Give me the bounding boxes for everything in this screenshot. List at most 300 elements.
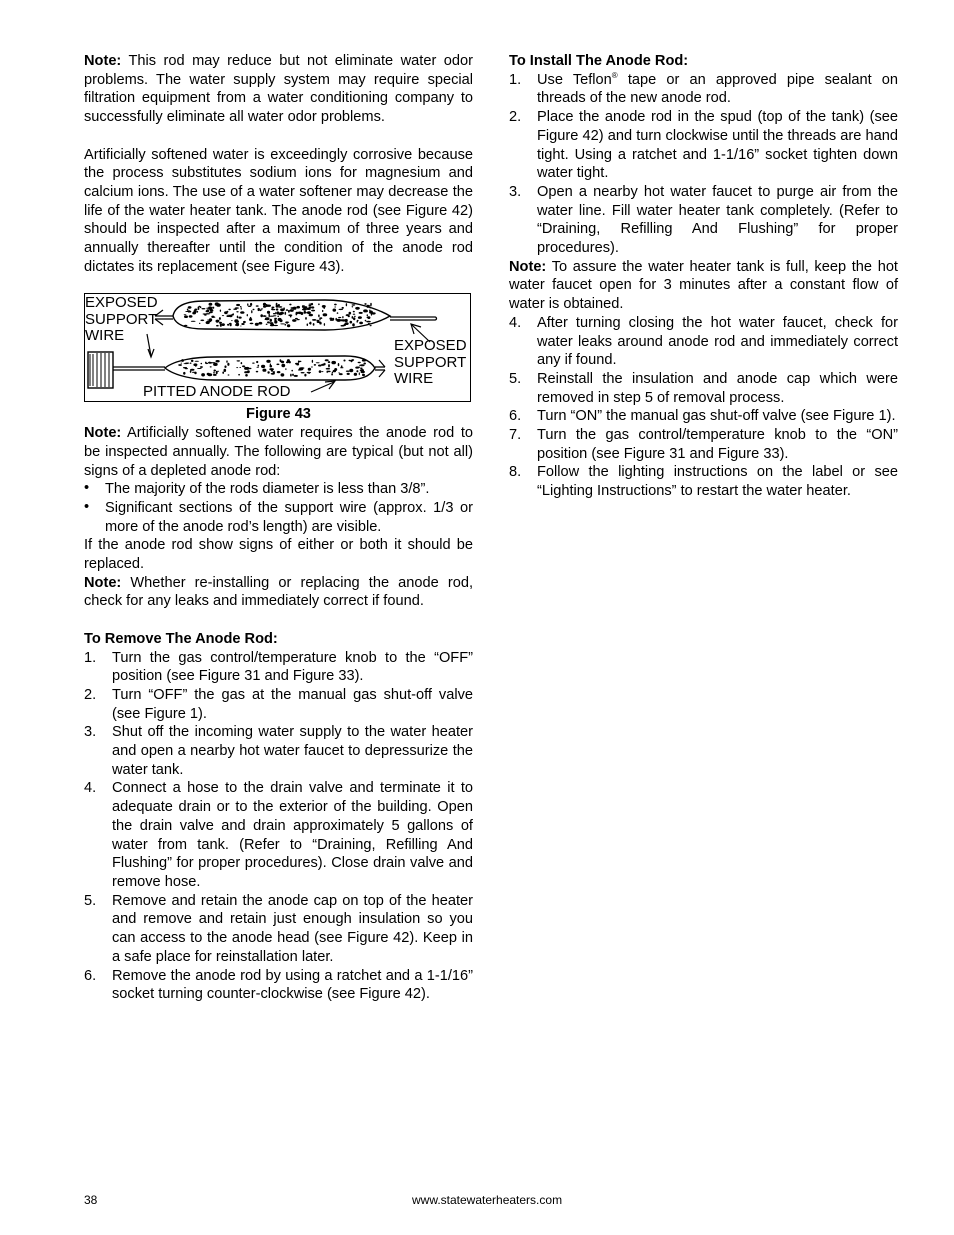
list-item <box>509 108 898 183</box>
pit-mark <box>289 304 291 306</box>
pit-mark <box>342 307 344 309</box>
pit-mark <box>251 311 252 314</box>
pit-mark <box>277 371 281 373</box>
pit-mark <box>184 315 187 316</box>
pit-mark <box>318 365 322 367</box>
pit-mark <box>295 363 299 365</box>
pit-mark <box>340 368 343 369</box>
step-text: Place the anode rod in the spud (top of the tank) (see Figure 42) and turn clockwise until the threads are hand tight. Using a ratchet and 1-1/16” socket tighten down water tight. <box>537 109 898 182</box>
pit-mark <box>301 312 304 315</box>
pit-mark <box>358 362 361 363</box>
pit-mark <box>278 307 282 309</box>
pit-mark <box>295 318 298 319</box>
pit-mark <box>224 369 227 372</box>
leader-arrow-bottom <box>311 381 335 392</box>
step-text: Connect a hose to the drain valve and terminate it to adequate drain or to the exterior of the building. Open the drain valve and drain approximately 5 gallons of water from tank. (Refer to “Draining, Refilling And Flushing” for proper procedures). Close drain valve and remove hose. <box>112 780 473 890</box>
pit-mark <box>247 314 248 316</box>
pit-mark <box>325 360 329 362</box>
step-text: Turn “OFF” the gas at the manual gas shut-off valve (see Figure 1). <box>112 686 473 722</box>
pit-mark <box>216 325 219 327</box>
pit-mark <box>352 307 354 308</box>
pit-mark <box>367 315 368 317</box>
pit-mark <box>350 360 353 362</box>
pit-mark <box>181 363 182 364</box>
pit-mark <box>208 307 212 310</box>
pit-mark <box>321 372 323 373</box>
pit-mark <box>239 317 242 319</box>
pit-mark <box>191 360 194 362</box>
pit-mark <box>241 362 243 364</box>
pit-mark <box>200 320 204 322</box>
pit-mark <box>316 363 320 364</box>
pit-mark <box>328 365 330 368</box>
pit-mark <box>324 323 325 326</box>
pit-mark <box>242 366 245 368</box>
softened-water-paragraph: Artificially softened water is exceedingly corrosive because the process substitutes sodium ions for magnesium and calcium ions. The use of a water softener may decrease the life of the water heater tank. The anode rod (see Figure 42) should be inspected after a maximum of three years and annually thereafter until the condition of the anode rod dictates its replacement (see Figure 43). <box>84 146 473 275</box>
pit-mark <box>250 303 252 306</box>
pit-mark <box>331 361 336 364</box>
pit-mark <box>266 304 268 307</box>
pit-mark <box>296 319 299 320</box>
pit-mark <box>203 314 207 315</box>
remove-heading: To Remove The Anode Rod: <box>84 630 278 647</box>
step-text: Use Teflon <box>537 71 612 88</box>
pit-mark <box>231 321 233 322</box>
list-item <box>84 686 473 723</box>
pit-mark <box>367 317 370 320</box>
pit-mark <box>305 317 307 320</box>
pit-mark <box>269 323 272 324</box>
pit-mark <box>193 364 197 367</box>
pit-mark <box>256 361 258 363</box>
pit-mark <box>368 323 370 324</box>
pit-mark <box>210 367 212 368</box>
pit-mark <box>370 325 372 326</box>
pit-mark <box>190 371 192 374</box>
pit-mark <box>286 322 288 324</box>
pit-mark <box>188 307 192 310</box>
pit-mark <box>184 325 187 327</box>
pit-mark <box>281 374 285 377</box>
pit-mark <box>281 361 284 363</box>
pit-mark <box>370 303 372 306</box>
pit-mark <box>353 314 356 315</box>
list-item <box>509 71 898 108</box>
pit-mark <box>364 304 366 306</box>
pit-mark <box>267 311 270 314</box>
pit-mark <box>345 323 349 326</box>
pit-mark <box>342 316 343 318</box>
pit-mark <box>253 309 255 310</box>
bullet-text: The majority of the rods diameter is less than 3/8”. <box>105 481 430 498</box>
pit-mark <box>216 320 220 323</box>
pit-mark <box>312 319 316 321</box>
step-text: Remove the anode rod by using a ratchet and a 1-1/16” socket turning counter-clockwise (see Figure 42). <box>112 967 473 1003</box>
pit-mark <box>222 316 224 317</box>
pit-mark <box>224 366 226 369</box>
pit-mark <box>184 316 188 319</box>
install-heading: To Install The Anode Rod: <box>509 53 689 69</box>
pit-mark <box>309 314 313 317</box>
pit-mark <box>287 360 290 363</box>
pit-mark <box>291 370 293 372</box>
list-item <box>509 463 898 500</box>
pit-mark <box>271 309 273 311</box>
pit-mark <box>354 373 357 376</box>
label-exposed-support-wire-left: EXPOSED SUPPORT WIRE <box>85 294 158 345</box>
pit-mark <box>316 320 319 322</box>
pit-mark <box>259 322 263 325</box>
pit-mark <box>276 364 279 366</box>
pit-mark <box>311 310 315 312</box>
step-text: Turn “ON” the manual gas shut-off valve (see Figure 1). <box>537 408 896 425</box>
step-text: tape or an approved pipe sealant on threads of the new anode rod. <box>537 71 899 107</box>
pit-mark <box>358 317 362 320</box>
pit-mark <box>214 370 216 372</box>
pit-mark <box>243 321 246 323</box>
pit-mark <box>262 369 266 372</box>
pit-mark <box>199 306 201 307</box>
pit-mark <box>274 318 277 319</box>
pit-mark <box>290 310 294 313</box>
pit-mark <box>226 361 227 364</box>
footer-url: www.statewaterheaters.com <box>412 1193 563 1207</box>
pit-mark <box>277 312 280 315</box>
pit-mark <box>285 312 287 315</box>
figure-43 <box>84 293 471 402</box>
step-number: 6. <box>509 408 522 425</box>
pit-mark <box>357 320 359 322</box>
pit-mark <box>334 307 336 308</box>
pit-mark <box>271 373 275 375</box>
pit-mark <box>286 310 288 312</box>
pit-mark <box>240 312 244 315</box>
left-column <box>84 52 473 1004</box>
pit-mark <box>235 325 238 326</box>
pit-mark <box>343 360 345 362</box>
pit-mark <box>236 304 240 306</box>
pit-mark <box>208 374 213 377</box>
pit-mark <box>235 321 239 323</box>
pit-mark <box>339 309 344 310</box>
pit-mark <box>280 312 284 315</box>
pit-mark <box>198 308 200 310</box>
pit-mark <box>338 317 341 318</box>
pit-mark <box>261 309 264 310</box>
pit-mark <box>318 304 320 306</box>
pit-mark <box>338 373 340 374</box>
pit-mark <box>271 307 274 309</box>
pit-mark <box>360 368 363 370</box>
pit-mark <box>195 361 199 362</box>
pit-mark <box>256 371 259 373</box>
pit-mark <box>256 306 259 308</box>
pit-mark <box>292 320 296 323</box>
pit-mark <box>355 307 360 310</box>
step-number: 3. <box>509 183 522 200</box>
pit-mark <box>353 311 355 313</box>
pit-mark <box>354 316 356 317</box>
pit-mark <box>241 308 242 311</box>
pit-mark <box>263 303 266 306</box>
pit-mark <box>237 316 239 319</box>
pit-mark <box>307 312 311 315</box>
pit-mark <box>309 304 310 305</box>
pit-mark <box>213 372 214 374</box>
pit-mark <box>310 304 313 306</box>
pit-mark <box>369 310 371 311</box>
bullet-icon: • <box>84 498 90 515</box>
pit-mark <box>201 363 203 365</box>
pit-mark <box>350 321 353 324</box>
pit-mark <box>237 361 241 362</box>
pit-mark <box>277 316 279 318</box>
list-item <box>84 779 473 891</box>
pit-mark <box>209 319 212 322</box>
pit-mark <box>311 367 313 368</box>
registered-mark: ® <box>611 70 618 80</box>
step-text: Follow the lighting instructions on the label or see “Lighting Instructions” to restart the water heater. <box>537 464 898 500</box>
pit-mark <box>240 326 241 327</box>
step-text: Turn the gas control/temperature knob to the “ON” position (see Figure 31 and Figure 33). <box>537 427 898 462</box>
list-item <box>84 967 473 1004</box>
pit-mark <box>241 323 244 325</box>
step-text: Remove and retain the anode cap on top of the heater and remove and retain just enough insulation so you can access to the anode head (see Figure 42). Keep in a safe place for reinstallation later. <box>112 892 473 965</box>
pit-mark <box>236 368 238 369</box>
pit-mark <box>337 313 339 315</box>
list-item <box>84 723 473 779</box>
pit-mark <box>273 372 275 374</box>
pit-mark <box>217 371 219 372</box>
figure-caption: Figure 43 <box>246 406 311 423</box>
pit-mark <box>332 372 333 374</box>
step-number: 5. <box>84 892 97 909</box>
pit-mark <box>255 323 259 326</box>
pit-mark <box>334 368 337 371</box>
step-text: Open a nearby hot water faucet to purge air from the water line. Fill water heater tank completely. (Refer to “Draining, Refilling And Flushing” for proper procedures). <box>537 183 898 257</box>
pit-mark <box>329 318 332 320</box>
pit-mark <box>196 311 198 313</box>
pit-mark <box>303 313 307 314</box>
pit-mark <box>263 316 265 317</box>
pit-mark <box>206 310 209 313</box>
pit-mark <box>353 318 355 321</box>
pit-mark <box>265 319 269 320</box>
pit-mark <box>267 372 269 374</box>
pit-mark <box>181 360 184 363</box>
pit-mark <box>339 374 343 376</box>
pit-mark <box>328 362 330 364</box>
pit-mark <box>222 324 225 327</box>
list-item <box>509 314 898 370</box>
label-pitted-anode-rod: PITTED ANODE ROD <box>143 383 291 401</box>
step-number: 4. <box>509 314 522 331</box>
pit-mark <box>270 365 273 367</box>
right-column <box>509 52 898 501</box>
pit-mark <box>249 318 252 321</box>
pit-mark <box>205 363 208 364</box>
pit-mark <box>288 315 292 317</box>
pit-mark <box>235 308 239 310</box>
pit-mark <box>352 305 356 306</box>
pit-mark <box>197 368 202 369</box>
pit-mark <box>259 310 262 311</box>
pit-mark <box>290 374 292 377</box>
list-item <box>84 892 473 967</box>
pit-mark <box>299 361 302 362</box>
pit-mark <box>273 316 277 317</box>
pit-mark <box>185 363 189 364</box>
pit-mark <box>301 368 304 370</box>
pit-mark <box>220 324 222 327</box>
pit-mark <box>214 317 216 318</box>
bullet-text: Significant sections of the support wire (approx. 1/3 or more of the anode rod’s length) are visible. <box>105 499 473 535</box>
pit-mark <box>346 315 350 317</box>
pit-mark <box>219 322 222 324</box>
list-item <box>84 649 473 686</box>
pit-mark <box>312 360 313 363</box>
pit-mark <box>366 305 369 308</box>
step-text: Shut off the incoming water supply to the water heater and open a nearby hot water faucet to depressurize the water tank. <box>112 724 473 778</box>
pit-mark <box>359 365 360 366</box>
pit-mark <box>256 367 259 368</box>
pit-mark <box>194 309 197 311</box>
pit-mark <box>287 325 290 328</box>
pit-mark <box>280 360 282 362</box>
pit-mark <box>271 324 275 325</box>
pit-mark <box>246 367 250 370</box>
pit-mark <box>362 374 365 376</box>
note-label: Note: <box>509 258 547 275</box>
pit-mark <box>245 374 248 377</box>
pit-mark <box>303 308 307 311</box>
note-faucet <box>509 258 898 314</box>
pit-mark <box>362 360 366 362</box>
pit-mark <box>366 321 371 323</box>
pit-mark <box>294 375 298 377</box>
note-text: Whether re-installing or replacing the anode rod, check for any leaks and immediately correct if found. <box>84 574 473 610</box>
pit-mark <box>356 371 358 373</box>
step-number: 6. <box>84 967 97 984</box>
pit-mark <box>319 371 322 374</box>
pit-mark <box>227 315 232 316</box>
pit-mark <box>274 321 277 324</box>
pit-mark <box>228 375 230 376</box>
pit-mark <box>346 371 350 372</box>
pit-mark <box>304 374 306 377</box>
pit-mark <box>319 318 320 321</box>
pit-mark <box>338 363 340 366</box>
pit-mark <box>260 315 263 318</box>
pit-mark <box>327 371 331 373</box>
step-number: 1. <box>509 71 522 88</box>
pit-mark <box>258 365 260 367</box>
pit-mark <box>183 372 185 375</box>
pit-mark <box>227 324 229 326</box>
pit-mark <box>273 313 276 314</box>
pit-mark <box>314 364 316 366</box>
pit-mark <box>189 316 193 319</box>
pit-mark <box>190 363 192 364</box>
pit-mark <box>298 370 302 371</box>
pit-mark <box>322 310 323 312</box>
pit-mark <box>336 319 341 322</box>
pit-mark <box>212 307 214 309</box>
pit-mark <box>228 309 231 311</box>
pit-mark <box>359 312 363 314</box>
pit-mark <box>330 320 334 321</box>
pit-mark <box>296 312 298 315</box>
pit-mark <box>270 319 272 322</box>
bullet-icon: • <box>84 480 90 497</box>
note-softened <box>84 424 473 480</box>
pit-mark <box>199 323 200 324</box>
pit-mark <box>334 304 337 306</box>
step-number: 3. <box>84 724 97 741</box>
pit-mark <box>313 323 315 326</box>
pit-mark <box>360 370 363 372</box>
pit-mark <box>185 368 188 369</box>
remove-steps-list <box>84 649 473 1004</box>
bullet-item <box>84 480 473 499</box>
pit-mark <box>206 322 210 325</box>
pit-mark <box>371 313 372 316</box>
pit-mark <box>333 309 337 312</box>
step-text: Reinstall the insulation and anode cap which were removed in step 5 of removal process. <box>537 370 898 406</box>
pit-mark <box>307 372 311 374</box>
pit-mark <box>209 303 213 306</box>
pit-mark <box>347 373 350 375</box>
pit-mark <box>276 309 279 311</box>
pit-mark <box>215 303 219 306</box>
pit-mark <box>292 374 294 376</box>
bottom-anode-rod <box>165 356 375 380</box>
pit-mark <box>306 308 311 310</box>
step-text: After turning closing the hot water faucet, check for water leaks around anode rod and immediately correct any if found. <box>537 314 898 369</box>
pit-mark <box>191 321 196 322</box>
pit-mark <box>280 324 285 325</box>
pit-mark <box>369 308 371 309</box>
step-number: 5. <box>509 370 522 387</box>
note-reinstall <box>84 574 473 611</box>
pit-mark <box>308 368 311 371</box>
pit-mark <box>363 310 367 312</box>
pit-mark <box>266 360 270 363</box>
pit-mark <box>226 311 228 313</box>
pit-mark <box>240 306 242 307</box>
pit-mark <box>308 305 311 307</box>
pit-mark <box>258 308 260 311</box>
pit-mark <box>352 324 355 327</box>
step-number: 4. <box>84 780 97 797</box>
pit-mark <box>301 372 305 373</box>
pit-mark <box>359 322 363 325</box>
pit-mark <box>365 320 367 322</box>
pit-mark <box>220 310 221 312</box>
pit-mark <box>274 325 278 326</box>
list-item <box>509 426 898 463</box>
pit-mark <box>342 320 346 322</box>
list-item <box>509 370 898 407</box>
pit-mark <box>349 312 352 315</box>
pit-mark <box>222 372 224 374</box>
pit-mark <box>188 311 190 313</box>
pit-mark <box>269 315 270 318</box>
pit-mark <box>276 305 279 308</box>
pit-mark <box>346 304 347 307</box>
pit-mark <box>216 360 220 362</box>
pit-mark <box>192 372 196 373</box>
